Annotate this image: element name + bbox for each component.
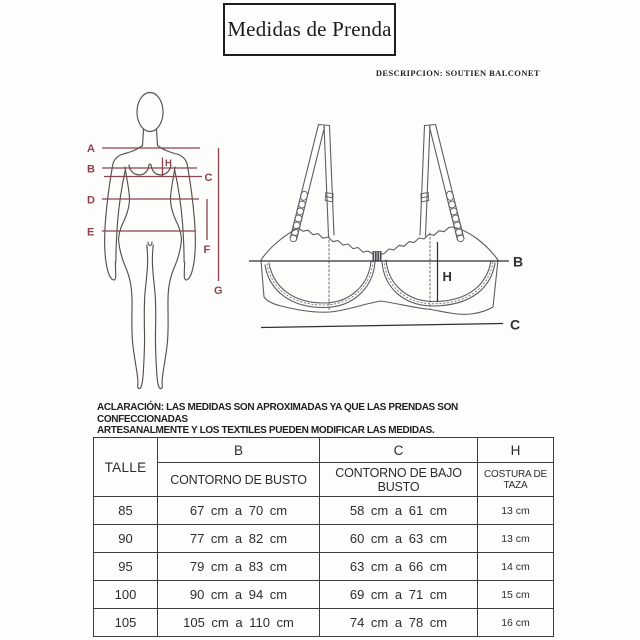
right-arm-outline <box>158 146 196 280</box>
measure-line-d <box>87 195 199 207</box>
description-line <box>300 68 540 78</box>
col-header-b: B <box>158 438 320 463</box>
table-row <box>94 609 554 637</box>
cell-costura: 13 cm <box>478 497 554 525</box>
col-name-busto: CONTORNO DE BUSTO <box>158 463 320 497</box>
cell-busto: 67 cm a 70 cm <box>158 497 320 525</box>
right-strap <box>420 125 464 241</box>
cell-talle: 95 <box>94 553 158 581</box>
cell-bajo-busto: 58 cm a 61 cm <box>320 497 478 525</box>
col-header-talle: TALLE <box>94 438 158 497</box>
body-measurement-diagram <box>85 85 225 395</box>
table-row <box>94 497 554 525</box>
cell-talle: 105 <box>94 609 158 637</box>
left-arm-outline <box>105 146 143 280</box>
cell-bajo-busto: 63 cm a 66 cm <box>320 553 478 581</box>
measure-line-f <box>204 199 211 256</box>
cell-costura: 15 cm <box>478 581 554 609</box>
col-header-h: H <box>478 438 554 463</box>
body-silhouette <box>105 93 196 389</box>
measure-line-g <box>214 148 223 297</box>
cell-busto: 77 cm a 82 cm <box>158 525 320 553</box>
label-a: A <box>87 143 95 155</box>
label-g: G <box>214 285 223 297</box>
table-row <box>94 553 554 581</box>
label-f: F <box>203 244 211 256</box>
table-row <box>94 581 554 609</box>
right-leg-outline <box>152 240 181 389</box>
title-box <box>223 3 396 56</box>
left-underwire-outer <box>265 262 375 308</box>
clarification-line-2: ARTESANALMENTE Y LOS TEXTILES PUEDEN MODIFICAR LAS MEDIDAS. <box>97 425 435 436</box>
left-arm-inner <box>116 170 125 262</box>
bra-label-c: C <box>510 316 521 333</box>
table-row <box>94 525 554 553</box>
cell-busto: 90 cm a 94 cm <box>158 581 320 609</box>
cell-bajo-busto: 74 cm a 78 cm <box>320 609 478 637</box>
page-title: Medidas de Prenda <box>227 17 392 41</box>
cell-busto: 105 cm a 110 cm <box>158 609 320 637</box>
cell-talle: 100 <box>94 581 158 609</box>
clarification-note <box>97 402 537 437</box>
size-table <box>93 437 554 637</box>
bra-label-h: H <box>442 269 452 284</box>
cell-costura: 14 cm <box>478 553 554 581</box>
cell-talle: 85 <box>94 497 158 525</box>
label-e: E <box>87 226 95 239</box>
measure-line-h-body <box>163 158 173 177</box>
label-c: C <box>204 172 213 184</box>
left-strap <box>291 125 335 241</box>
measure-line-a <box>87 143 200 155</box>
left-leg-outline <box>119 240 148 389</box>
cell-bajo-busto: 69 cm a 71 cm <box>320 581 478 609</box>
measure-line-b <box>87 164 197 176</box>
right-arm-inner <box>175 170 184 262</box>
bra-measure-h <box>438 242 452 302</box>
bra-straps <box>290 125 464 242</box>
clarification-line-1: ACLARACIÓN: LAS MEDIDAS SON APROXIMADAS YA QUE LAS PRENDAS SON CONFECCIONADAS <box>97 402 458 425</box>
label-b: B <box>87 163 95 176</box>
bra-measure-b <box>249 254 523 270</box>
cell-busto: 79 cm a 83 cm <box>158 553 320 581</box>
right-underwire-outer <box>382 262 495 306</box>
measure-line-c <box>104 172 213 184</box>
col-name-bajo-busto: CONTORNO DE BAJO BUSTO <box>320 463 478 497</box>
cell-costura: 13 cm <box>478 525 554 553</box>
col-header-c: C <box>320 438 478 463</box>
left-underwire-stitch <box>267 262 373 306</box>
description-text: DESCRIPCION: SOUTIEN BALCONET <box>375 68 540 78</box>
cell-talle: 90 <box>94 525 158 553</box>
cell-bajo-busto: 60 cm a 63 cm <box>320 525 478 553</box>
bra-technical-drawing <box>245 110 535 340</box>
label-d: D <box>87 194 95 207</box>
table-header-names <box>94 463 554 497</box>
head-outline <box>137 93 163 132</box>
label-h: H <box>165 158 172 169</box>
cell-costura: 16 cm <box>478 609 554 637</box>
bra-label-b: B <box>513 253 524 270</box>
right-underwire-stitch <box>384 261 493 304</box>
table-header-letters <box>94 438 554 463</box>
col-name-costura: COSTURA DE TAZA <box>478 463 554 497</box>
bra-measure-c <box>261 317 520 333</box>
crotch-mark <box>148 242 152 245</box>
